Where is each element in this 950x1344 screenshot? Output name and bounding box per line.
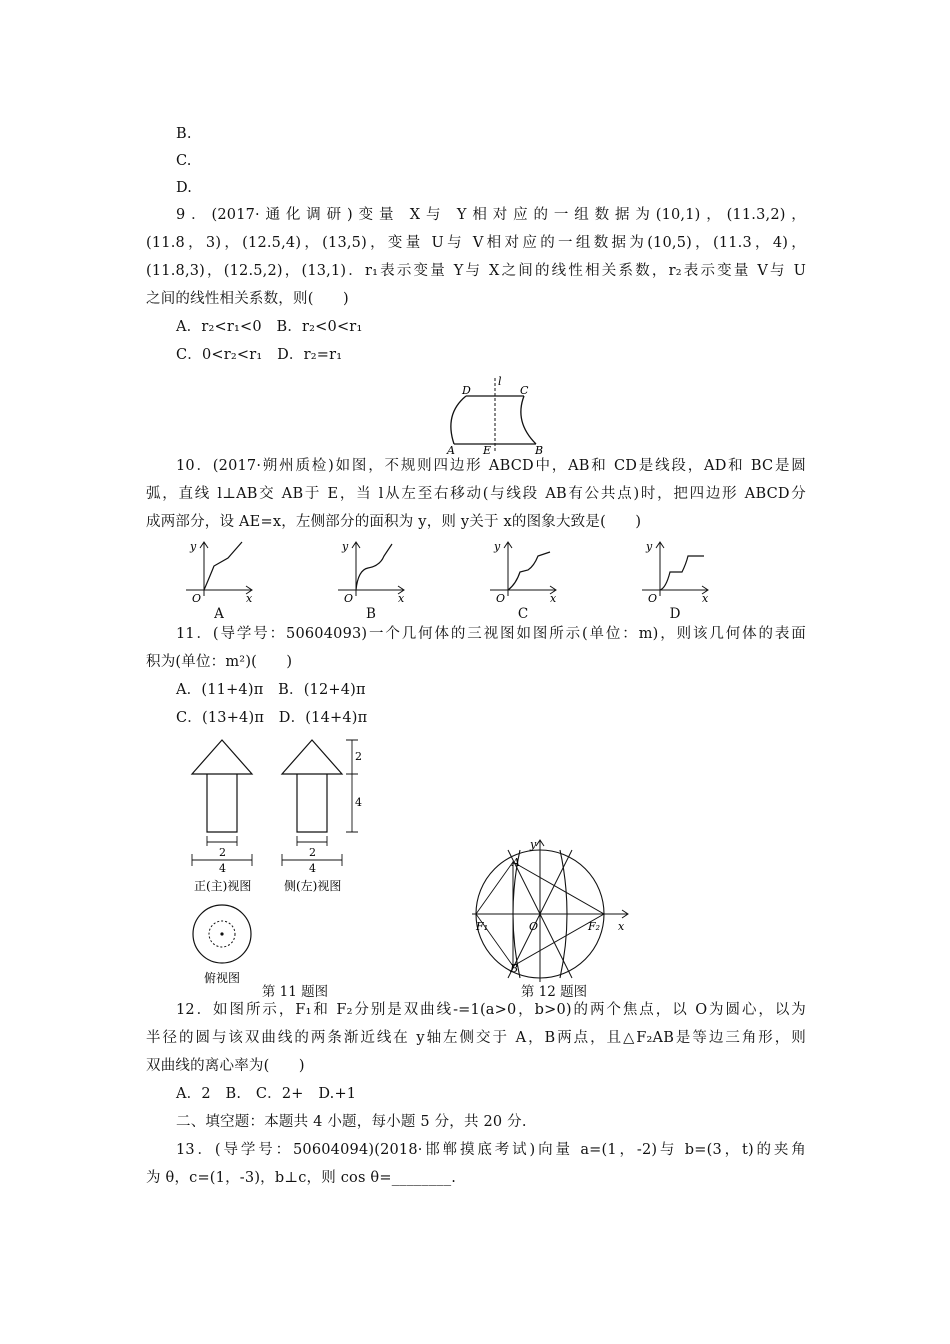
graph-c-x-label: x — [550, 592, 557, 604]
q10-quadrilateral-figure — [440, 374, 550, 456]
q10-graph-c — [482, 538, 562, 604]
q12-label-f2: F₂ — [588, 920, 601, 933]
q12-x-label: x — [618, 920, 625, 933]
graph-d-origin-label: O — [648, 592, 658, 604]
body-height: 4 — [355, 796, 362, 809]
q12-label-f1: F₁ — [476, 920, 489, 933]
q9-options-cd: C．0<r₂<r₁ D．r₂=r₁ — [176, 347, 343, 363]
q10-label-a: A — [447, 444, 455, 456]
graph-b-y-label: y — [342, 540, 349, 553]
q12-figure-caption: 第 12 题图 — [520, 984, 588, 1000]
q12-label-b: B — [510, 962, 519, 975]
graph-a-label: A — [214, 606, 224, 622]
graph-b-origin-label: O — [344, 592, 354, 604]
q9-line-4: 之间的线性相关系数，则( ) — [146, 291, 349, 307]
graph-a-x-label: x — [246, 592, 253, 604]
q9-line-2: (11.8，3)，(12.5,4)，(13,5)，变量 U与 V相对应的一组数据为(10,5)，(11.3，4)， — [146, 235, 806, 251]
q12-label-a: A — [512, 856, 520, 869]
q8-option-d: D. — [176, 180, 193, 196]
q12-options: A．2 B. C．2+ D.+1 — [176, 1086, 357, 1102]
q11-line-2: 积为(单位：m²)( ) — [146, 654, 293, 670]
graph-c-y-label: y — [494, 540, 501, 553]
q12-line-3: 双曲线的离心率为( ) — [146, 1058, 305, 1074]
q9-options-ab: A．r₂<r₁<0 B．r₂<0<r₁ — [176, 319, 363, 335]
graph-a-y-label: y — [190, 540, 197, 553]
q11-figure-caption: 第 11 题图 — [261, 984, 329, 1000]
q10-label-e: E — [483, 444, 492, 456]
q10-graph-a — [178, 538, 258, 604]
q12-y-label: y — [530, 838, 537, 851]
q9-line-3: (11.8,3)，(12.5,2)，(13,1)．r₁表示变量 Y与 X之间的线性相关系数，r₂表示变量 V与 U — [146, 263, 806, 279]
q10-label-c: C — [520, 384, 529, 397]
roof-height: 2 — [355, 750, 362, 763]
q11-line-1: 11．(导学号：50604093)一个几何体的三视图如图所示(单位：m)，则该几何体的表面 — [176, 626, 806, 642]
q10-line-2: 弧，直线 l⊥AB交 AB于 E，当 l从左至右移动(与线段 AB有公共点)时，把四边形 ABCD分 — [146, 486, 806, 502]
graph-c-origin-label: O — [496, 592, 506, 604]
q10-line-3: 成两部分，设 AE=x，左侧部分的面积为 y，则 y关于 x的图象大致是( ) — [146, 514, 642, 530]
graph-b-x-label: x — [398, 592, 405, 604]
q13-line-2: 为 θ，c=(1，-3)，b⊥c，则 cos θ=________. — [146, 1170, 457, 1186]
q13-line-1: 13．(导学号：50604094)(2018·邯郸摸底考试)向量 a=(1，-2)与 b=(3，t)的夹角 — [176, 1142, 806, 1158]
q11-options-cd: C．(13+4)π D．(14+4)π — [176, 710, 368, 726]
top-view-label: 俯视图 — [204, 971, 241, 985]
front-width-outer: 4 — [219, 862, 226, 875]
side-view-label: 侧(左)视图 — [284, 879, 342, 893]
q10-line-1: 10．(2017·朔州质检)如图，不规则四边形 ABCD中，AB和 CD是线段，AD和 BC是圆 — [176, 458, 806, 474]
graph-d-label: D — [669, 606, 681, 622]
q10-label-l: l — [498, 375, 502, 388]
q10-graph-d — [634, 538, 714, 604]
graph-c-label: C — [517, 606, 529, 622]
q8-option-b: B. — [176, 126, 192, 142]
q11-three-views-figure — [176, 734, 376, 994]
graph-d-x-label: x — [702, 592, 709, 604]
front-view-label: 正(主)视图 — [194, 879, 252, 893]
side-width-inner: 2 — [309, 846, 316, 859]
q12-label-o: O — [529, 920, 539, 933]
graph-b-label: B — [366, 606, 376, 622]
q10-graph-b — [330, 538, 410, 604]
section-2-heading: 二、填空题：本题共 4 小题，每小题 5 分，共 20 分. — [176, 1114, 527, 1130]
q12-hyperbola-figure — [468, 836, 638, 986]
side-width-outer: 4 — [309, 862, 316, 875]
q11-options-ab: A．(11+4)π B．(12+4)π — [176, 682, 366, 698]
q10-label-b: B — [535, 444, 544, 456]
q8-option-c: C. — [176, 153, 192, 169]
graph-a-origin-label: O — [192, 592, 202, 604]
graph-d-y-label: y — [646, 540, 653, 553]
q12-line-2: 半径的圆与该双曲线的两条渐近线在 y轴左侧交于 A，B两点，且△F₂AB是等边三角形，则 — [146, 1030, 806, 1046]
q12-line-1: 12．如图所示，F₁和 F₂分别是双曲线-=1(a>0，b>0)的两个焦点，以 O为圆心，以为 — [176, 1002, 806, 1018]
q9-line-1: 9．(2017·通化调研)变量 X与 Y相对应的一组数据为(10,1)，(11.3,2)， — [176, 207, 806, 223]
q10-label-d: D — [462, 384, 471, 397]
front-width-inner: 2 — [219, 846, 226, 859]
